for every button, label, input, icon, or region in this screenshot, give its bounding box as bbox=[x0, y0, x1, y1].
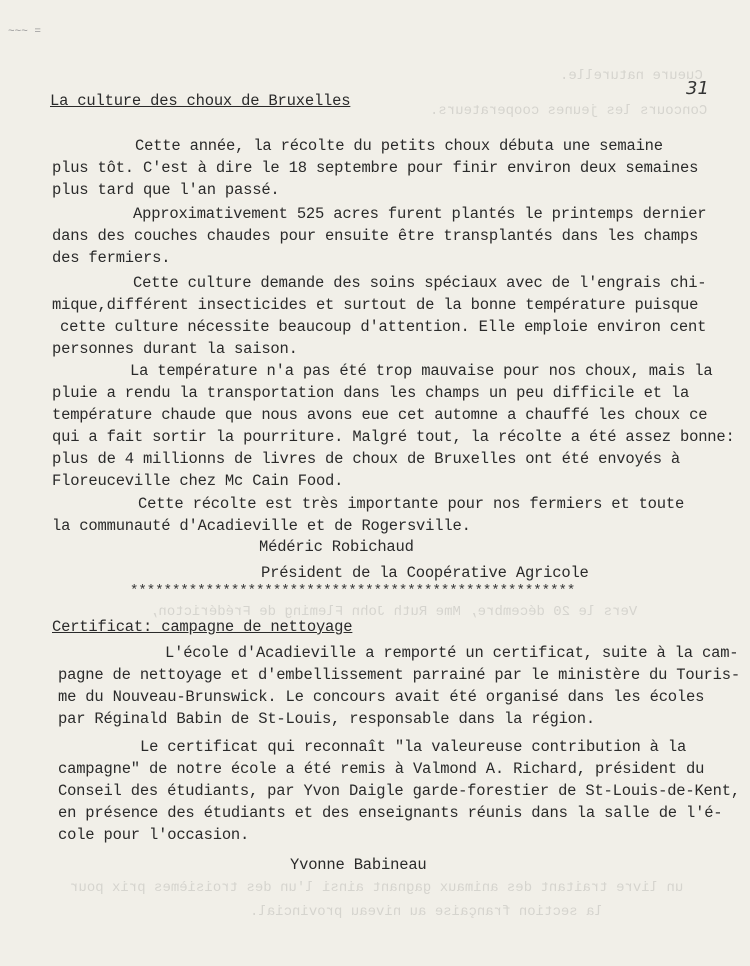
section1-line: Floreuceville chez Mc Cain Food. bbox=[52, 472, 344, 490]
bleed-text: Cueure naturelle. bbox=[560, 68, 703, 84]
section1-line: Cette récolte est très importante pour nos fermiers et toute bbox=[138, 495, 685, 513]
section2-line: Conseil des étudiants, par Yvon Daigle garde-forestier de St-Louis-de-Kent, bbox=[58, 782, 740, 800]
section2-line: cole pour l'occasion. bbox=[58, 826, 250, 844]
section1-line: cette culture nécessite beaucoup d'attention. Elle emploie environ cent bbox=[60, 318, 707, 336]
section1-line: Cette culture demande des soins spéciaux avec de l'engrais chi- bbox=[133, 274, 707, 292]
separator: ***************************************************** bbox=[130, 583, 576, 599]
section1-line: La température n'a pas été trop mauvaise pour nos choux, mais la bbox=[130, 362, 713, 380]
bleed-text: la section française au niveau provincial. bbox=[250, 904, 603, 920]
section1-line: Cette année, la récolte du petits choux débuta une semaine bbox=[135, 137, 663, 155]
section2-line: me du Nouveau-Brunswick. Le concours avait été organisé dans les écoles bbox=[58, 688, 705, 706]
section1-line: pluie a rendu la transportation dans les champs un peu difficile et la bbox=[52, 384, 690, 402]
section1-line: qui a fait sortir la pourriture. Malgré tout, la récolte a été assez bonne: bbox=[52, 428, 735, 446]
section1-line: plus tard que l'an passé. bbox=[52, 181, 280, 199]
section2-line: par Réginald Babin de St-Louis, responsable dans la région. bbox=[58, 710, 595, 728]
section1-line: température chaude que nous avons eue cet automne a chauffé les choux ce bbox=[52, 406, 708, 424]
page-number: 31 bbox=[686, 78, 709, 99]
section2-title: Certificat: campagne de nettoyage bbox=[52, 618, 353, 636]
section2-line: L'école d'Acadieville a remporté un certificat, suite à la cam- bbox=[165, 644, 739, 662]
bleed-text: un livre traitant des animaux gagnant ainsi l'un des troisièmes prix pour bbox=[70, 880, 684, 896]
bleed-text: Vers le 20 décembre, Mme Ruth John Fleming de Frédéricton, bbox=[150, 604, 638, 620]
section1-line: la communauté d'Acadieville et de Rogersville. bbox=[52, 517, 471, 535]
section1-line: plus de 4 millionns de livres de choux de Bruxelles ont été envoyés à bbox=[52, 450, 681, 468]
corner-mark: ~~~ = bbox=[8, 26, 42, 38]
section2-line: en présence des étudiants et des enseignants réunis dans la salle de l'é- bbox=[58, 804, 723, 822]
section1-line: personnes durant la saison. bbox=[52, 340, 298, 358]
section1-line: dans des couches chaudes pour ensuite être transplantés dans les champs bbox=[52, 227, 699, 245]
section1-line: des fermiers. bbox=[52, 249, 171, 267]
section1-line: Approximativement 525 acres furent plantés le printemps dernier bbox=[133, 205, 707, 223]
section1-line: mique,différent insecticides et surtout de la bonne température puisque bbox=[52, 296, 699, 314]
section2-line: campagne" de notre école a été remis à Valmond A. Richard, président du bbox=[58, 760, 705, 778]
section1-line: plus tôt. C'est à dire le 18 septembre pour finir environ deux semaines bbox=[52, 159, 699, 177]
section2-line: pagne de nettoyage et d'embellissement parrainé par le ministère du Touris- bbox=[58, 666, 740, 684]
section2-signature-name: Yvonne Babineau bbox=[290, 856, 427, 874]
section2-line: Le certificat qui reconnaît "la valeureuse contribution à la bbox=[140, 738, 687, 756]
bleed-text: Concours les jeunes cooperateurs. bbox=[430, 103, 708, 119]
section1-title: La culture des choux de Bruxelles bbox=[50, 92, 351, 110]
section1-signature-title: Président de la Coopérative Agricole bbox=[261, 564, 589, 582]
section1-signature-name: Médéric Robichaud bbox=[259, 538, 414, 556]
